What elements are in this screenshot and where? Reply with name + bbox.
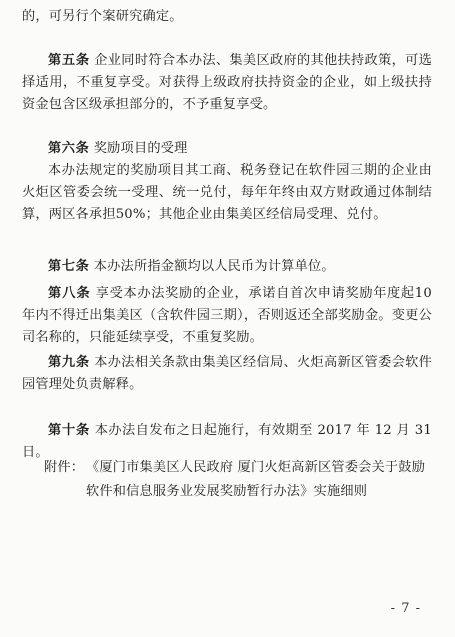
continuation-paragraph xyxy=(22,6,432,28)
continuation-text: 的，可另行个案研究确定。 xyxy=(22,9,183,24)
article-6-title: 奖励项目的受理 xyxy=(93,141,188,156)
article-6-text: 本办法规定的奖励项目其工商、税务登记在软件园三期的企业由火炬区管委会统一受理、统一兑付，每年年终由双方财政通过体制结算，两区各承担50%；其他企业由集美区经信局受理、兑付。 xyxy=(22,163,432,222)
article-6-heading-line xyxy=(22,138,432,160)
article-5-text: 企业同时符合本办法、集美区政府的其他扶持政策，可选择适用，不重复享受。对获得上级政府扶持资金的企业，如上级扶持资金包含区级承担部分的，不予重复享受。 xyxy=(22,53,432,112)
article-5-paragraph xyxy=(22,50,432,116)
article-8-heading: 第八条 xyxy=(48,286,91,301)
article-10-heading: 第十条 xyxy=(48,423,91,438)
article-8-text: 享受本办法奖励的企业，承诺自首次申请奖励年度起10年内不得迁出集美区（含软件园三期），否则返还全部奖励金。变更公司名称的，只能延续享受，不重复奖励。 xyxy=(22,286,432,345)
article-10-text: 本办法自发布之日起施行，有效期至 2017 年 12 月 31 日。 xyxy=(22,423,432,460)
attachment-label: 附件： xyxy=(44,460,85,475)
article-8-paragraph xyxy=(22,283,432,349)
attachment-block xyxy=(44,456,436,504)
attachment-title: 《厦门市集美区人民政府 厦门火炬高新区管委会关于鼓励软件和信息服务业发展奖励暂行办法》实施细则 xyxy=(86,460,426,499)
article-6-heading: 第六条 xyxy=(48,141,90,156)
article-6-paragraph xyxy=(22,160,432,226)
article-7-text: 本办法所指金额均以人民币为计算单位。 xyxy=(93,259,335,274)
article-9-heading: 第九条 xyxy=(48,355,90,370)
article-9-text: 本办法相关条款由集美区经信局、火炬高新区管委会软件园管理处负责解释。 xyxy=(22,355,432,392)
article-9-paragraph xyxy=(22,352,432,396)
article-7-paragraph xyxy=(22,256,432,278)
article-7-heading: 第七条 xyxy=(48,259,90,274)
page-number: - 7 - xyxy=(390,601,421,616)
article-5-heading: 第五条 xyxy=(48,53,90,68)
